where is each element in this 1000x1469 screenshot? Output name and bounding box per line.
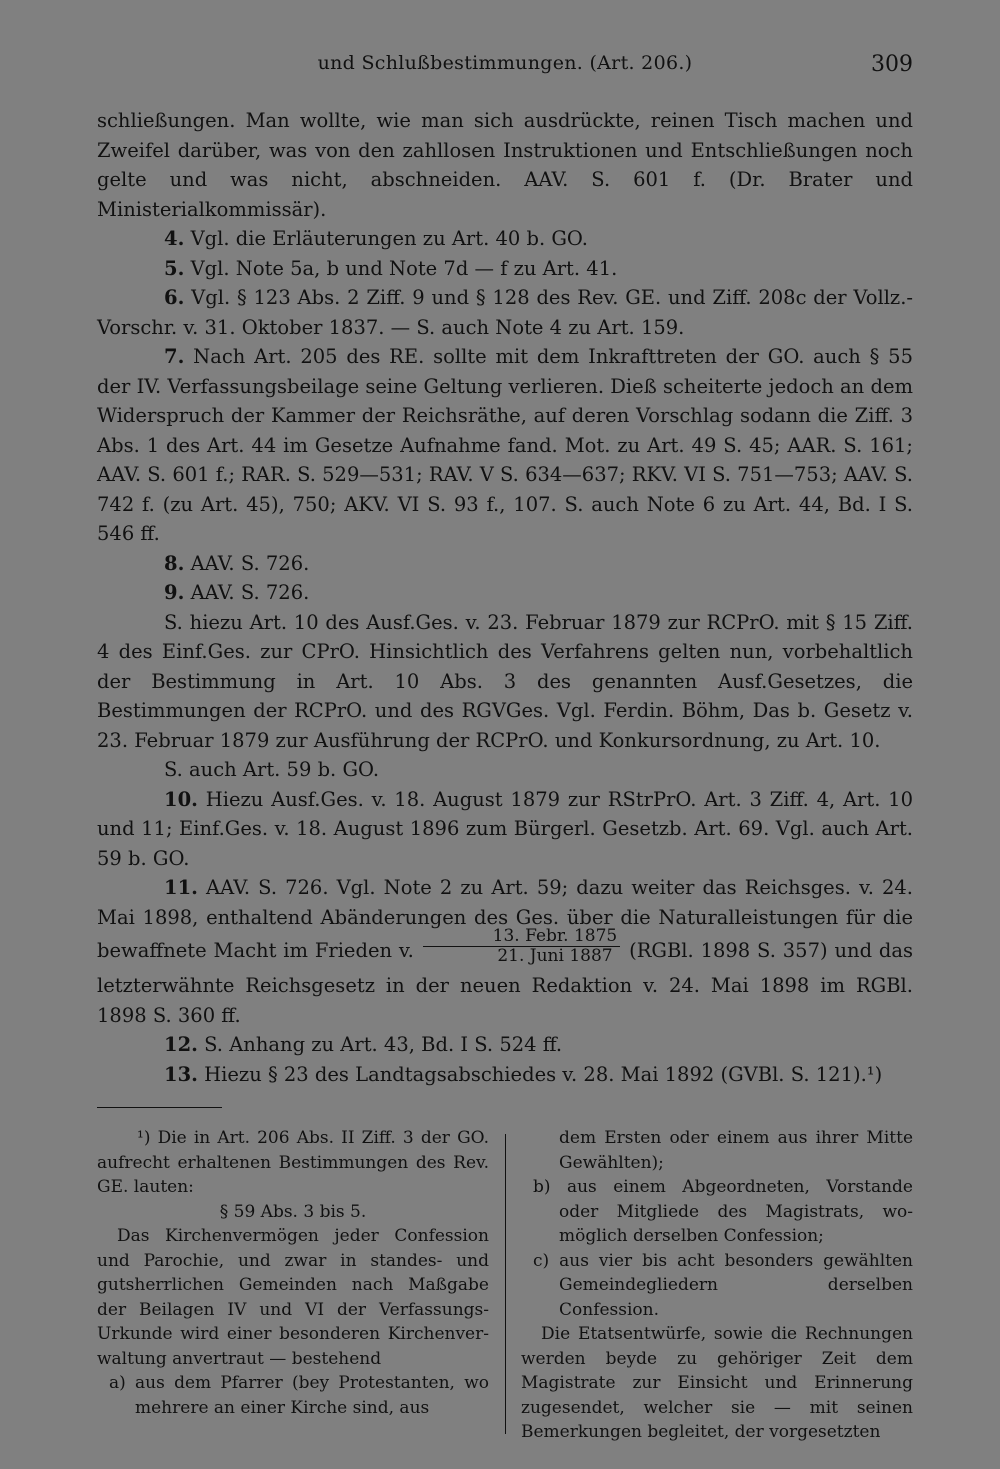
footnote-item-a-continued: dem Ersten oder einem aus ihrer Mitte Gewählten);: [559, 1128, 913, 1173]
paragraph-text: S. auch Art. 59 b. GO.: [164, 758, 380, 781]
page-number: 309: [871, 52, 913, 77]
paragraph-text: S. hiezu Art. 10 des Ausf.Ges. v. 23. Februar 1879 zur RCPrO. mit § 15 Ziff. 4 des Einf.Ges. zur CPrO. Hinsichtlich des Verfahrens gelten nun, vorbehaltlich der Bestimmung in Art. 10 Abs. 3 des genannten Ausf.Gesetzes, die Bestimmungen der RCPrO. und des RGVGes. Vgl. Ferdin. Böhm, Das b. Gesetz v. 23. Februar 1879 zur Ausführung der RCPrO. und Konkursordnung, zu Art. 10.: [97, 610, 913, 752]
note-6: [97, 283, 913, 342]
note-9: [97, 578, 913, 608]
note-number: 13.: [164, 1062, 198, 1086]
note-text: AAV. S. 726. Vgl. Note 2 zu Art. 59; dazu weiter das Reichsges. v. 24. Mai 1898, enthaltend Abänderungen des Ges. über die Naturalleistungen für die bewaffnete Macht im Frieden v.: [97, 876, 913, 962]
footnote-column-left: [97, 1126, 489, 1446]
note-8: [97, 549, 913, 579]
note-text: (RGBl. 1898 S. 357) und das letzterwähnte Reichsgesetz in der neuen Redaktion v. 24. Mai 1898 im RGBl. 1898 S. 360 ff.: [97, 939, 914, 1027]
note-number: 5.: [164, 256, 185, 280]
note-text: AAV. S. 726.: [190, 551, 310, 575]
note-number: 6.: [164, 286, 185, 309]
footnote-item-a: a) aus dem Pfarrer (bey Protestanten, wo mehrere an einer Kirche sind, aus: [109, 1373, 489, 1418]
note-text: Hiezu Ausf.Ges. v. 18. August 1879 zur RStrPrO. Art. 3 Ziff. 4, Art. 10 und 11; Einf.Ges. v. 18. August 1896 zum Bürgerl. Gesetzb. Art. 69. Vgl. auch Art. 59 b. GO.: [97, 787, 913, 870]
footnote-item-c: c) aus vier bis acht besonders gewählten Gemeindegliedern derselben Confession.: [533, 1250, 913, 1320]
running-head: und Schlußbestimmungen. (Art. 206.): [317, 52, 693, 74]
paragraph-continuation: [97, 106, 913, 224]
note-4: [97, 224, 913, 254]
note-12: [97, 1030, 913, 1060]
footnote-area: [97, 1126, 913, 1446]
note-text: AAV. S. 726.: [190, 581, 310, 604]
note-number: 9.: [164, 581, 185, 604]
footnote-paragraph: Das Kirchenvermögen jeder Confession und Parochie, und zwar in standes- und gutsherrlichen Gemeinden nach Maßgabe der Beilagen IV und VI der Verfassungs-Urkunde wird einer besonderen Kirchenverwaltung anvertraut — bestehend: [97, 1226, 489, 1369]
note-5: [97, 254, 913, 284]
footnote-heading: § 59 Abs. 3 bis 5.: [219, 1201, 367, 1222]
note-number: 10.: [164, 787, 198, 811]
note-text: Hiezu § 23 des Landtagsabschiedes v. 28. Mai 1892 (GVBl. S. 121).¹): [204, 1062, 883, 1086]
footnote-column-right: [521, 1126, 913, 1446]
note-11: [97, 873, 913, 1030]
date-fraction: [423, 927, 621, 966]
footnote-paragraph-right: Die Etatsentwürfe, sowie die Rechnungen werden beyde zu gehöriger Zeit dem Magistrate zur Einsicht und Erinnerung zugesendet, welcher sie — mit seinen Bemerkungen begleitet, der vorgesetzten: [521, 1324, 913, 1442]
note-text: Vgl. Note 5a, b und Note 7d — f zu Art. 41.: [190, 256, 618, 280]
note-text: S. Anhang zu Art. 43, Bd. I S. 524 ff.: [204, 1033, 563, 1056]
note-number: 8.: [164, 551, 185, 575]
column-divider: [505, 1134, 506, 1434]
footnote-intro: ¹) Die in Art. 206 Abs. II Ziff. 3 der GO. aufrecht erhaltenen Bestimmungen des Rev. GE. lauten:: [97, 1128, 489, 1197]
paragraph-text: schließungen. Man wollte, wie man sich ausdrückte, reinen Tisch machen und Zweifel darüber, was von den zahllosen Instruktionen und Entschließungen noch gelte und was nicht, abschneiden. AAV. S. 601 f. (Dr. Brater und Ministerialkommissär).: [97, 109, 913, 221]
note-text: Vgl. die Erläuterungen zu Art. 40 b. GO.: [190, 227, 588, 250]
footnote-item-b: b) aus einem Abgeordneten, Vorstande oder Mitgliede des Magistrats, womöglich derselben Confession;: [533, 1177, 913, 1246]
note-10: [97, 785, 913, 874]
page-header: [97, 52, 913, 88]
note-text: Nach Art. 205 des RE. sollte mit dem Inkrafttreten der GO. auch § 55 der IV. Verfassungsbeilage seine Geltung verlieren. Dieß scheiterte jedoch an dem Widerspruch der Kammer der Reichsräthe, auf deren Vorschlag sodann die Ziff. 3 Abs. 1 des Art. 44 im Gesetze Aufnahme fand. Mot. zu Art. 49 S. 45; AAR. S. 161; AAV. S. 601 f.; RAR. S. 529—531; RAV. V S. 634—637; RKV. VI S. 751—753; AAV. S. 742 f. (zu Art. 45), 750; AKV. VI S. 93 f., 107. S. auch Note 6 zu Art. 44, Bd. I S. 546 ff.: [97, 345, 913, 545]
note-13: [97, 1060, 913, 1090]
note-number: 7.: [164, 345, 185, 368]
note-9-reference: [97, 755, 913, 785]
note-number: 12.: [164, 1033, 198, 1056]
note-text: Vgl. § 123 Abs. 2 Ziff. 9 und § 128 des Rev. GE. und Ziff. 208c der Vollz.-Vorschr. v. 31. Oktober 1837. — S. auch Note 4 zu Art. 159.: [97, 286, 913, 339]
note-9-paragraph: [97, 608, 913, 756]
fraction-numerator: 13. Febr. 1875: [423, 927, 621, 947]
note-7: [97, 342, 913, 549]
note-number: 11.: [164, 876, 198, 899]
main-text: [97, 106, 913, 1089]
fraction-denominator: 21. Juni 1887: [497, 946, 613, 966]
footnote-rule: [97, 1107, 222, 1108]
note-number: 4.: [164, 227, 185, 250]
